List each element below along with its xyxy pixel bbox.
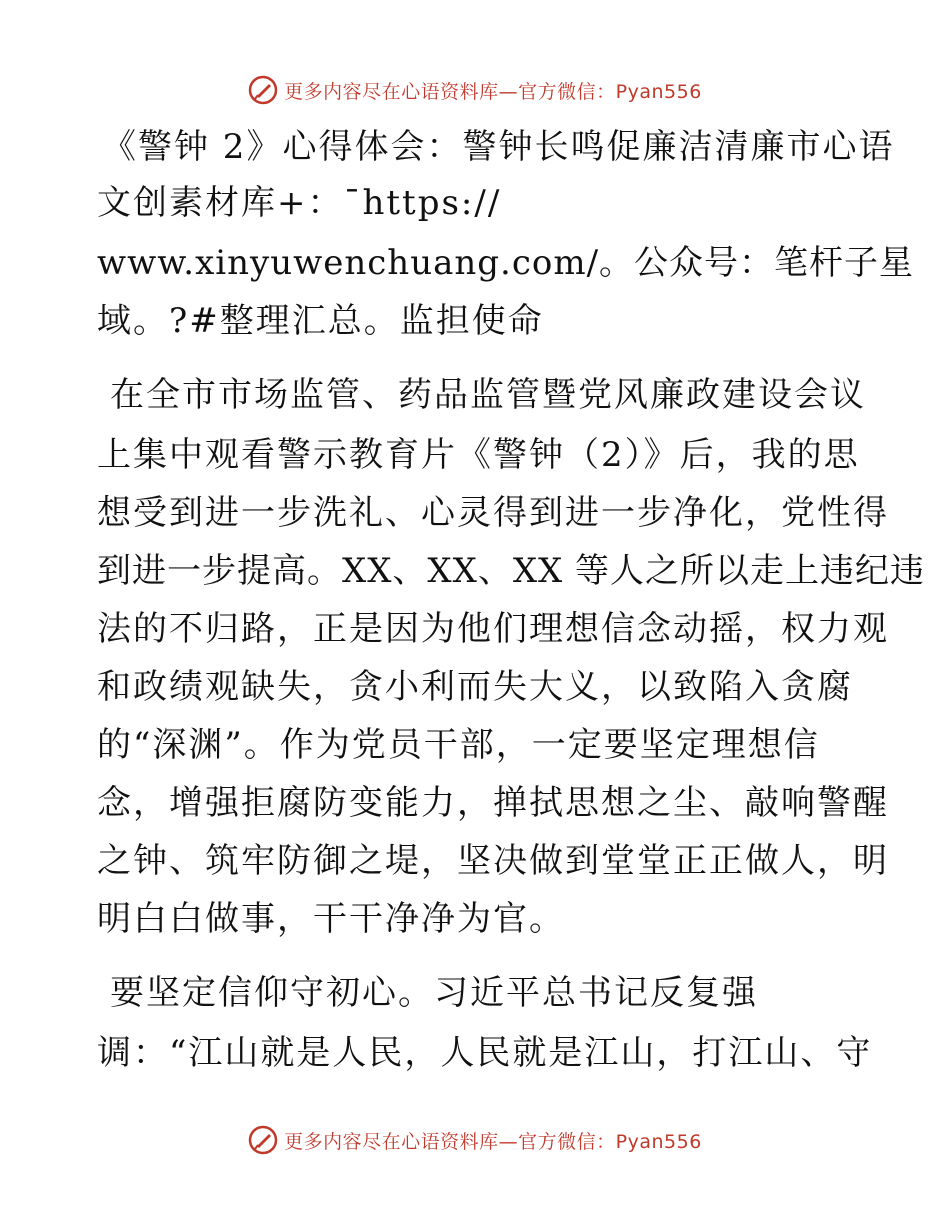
text-line-12: 念，增强拒腐防变能力，掸拭思想之尘、敲响警醒 xyxy=(97,783,889,823)
footer-separator: — xyxy=(498,1130,519,1153)
text-line-14: 明白白做事，干干净净为官。 xyxy=(97,899,565,939)
text-line-3: www.xinyuwenchuang.com/。公众号：笔杆子星 xyxy=(97,243,915,283)
header-banner xyxy=(0,70,950,110)
footer-site-text: 更多内容尽在心语资料库 xyxy=(284,1130,499,1153)
header-banner-text xyxy=(284,77,702,104)
text-line-1: 《警钟 2》心得体会：警钟长鸣促廉洁清廉市心语 xyxy=(102,127,895,167)
text-line-9: 法的不归路，正是因为他们理想信念动摇，权力观 xyxy=(97,609,889,649)
quill-logo-icon xyxy=(248,1125,278,1155)
header-site-text: 更多内容尽在心语资料库 xyxy=(284,80,499,103)
text-line-2: 文创素材库+：¯https:// xyxy=(97,183,502,223)
text-line-10: 和政绩观缺失，贪小利而失大义，以致陷入贪腐 xyxy=(97,667,853,707)
text-line-4: 域。?#整理汇总。监担使命 xyxy=(97,301,544,341)
quill-logo-icon xyxy=(248,75,278,105)
text-line-16: 调：“江山就是人民，人民就是江山，打江山、守 xyxy=(97,1033,873,1073)
header-wechat: 官方微信：Pyan556 xyxy=(518,80,702,103)
text-line-11: 的“深渊”。作为党员干部，一定要坚定理想信 xyxy=(97,725,820,765)
text-line-13: 之钟、筑牢防御之堤，坚决做到堂堂正正做人，明 xyxy=(97,841,889,881)
text-line-6: 上集中观看警示教育片《警钟（2）》后，我的思 xyxy=(97,435,860,475)
footer-banner xyxy=(0,1120,950,1160)
text-line-15: 要坚定信仰守初心。习近平总书记反复强 xyxy=(110,973,758,1013)
footer-wechat: 官方微信：Pyan556 xyxy=(518,1130,702,1153)
footer-banner-text xyxy=(284,1127,702,1154)
header-separator: — xyxy=(498,80,519,103)
text-line-8: 到进一步提高。XX、XX、XX 等人之所以走上违纪违 xyxy=(97,551,926,591)
text-line-7: 想受到进一步洗礼、心灵得到进一步净化，党性得 xyxy=(97,493,889,533)
text-line-5: 在全市市场监管、药品监管暨党风廉政建设会议 xyxy=(110,375,866,415)
